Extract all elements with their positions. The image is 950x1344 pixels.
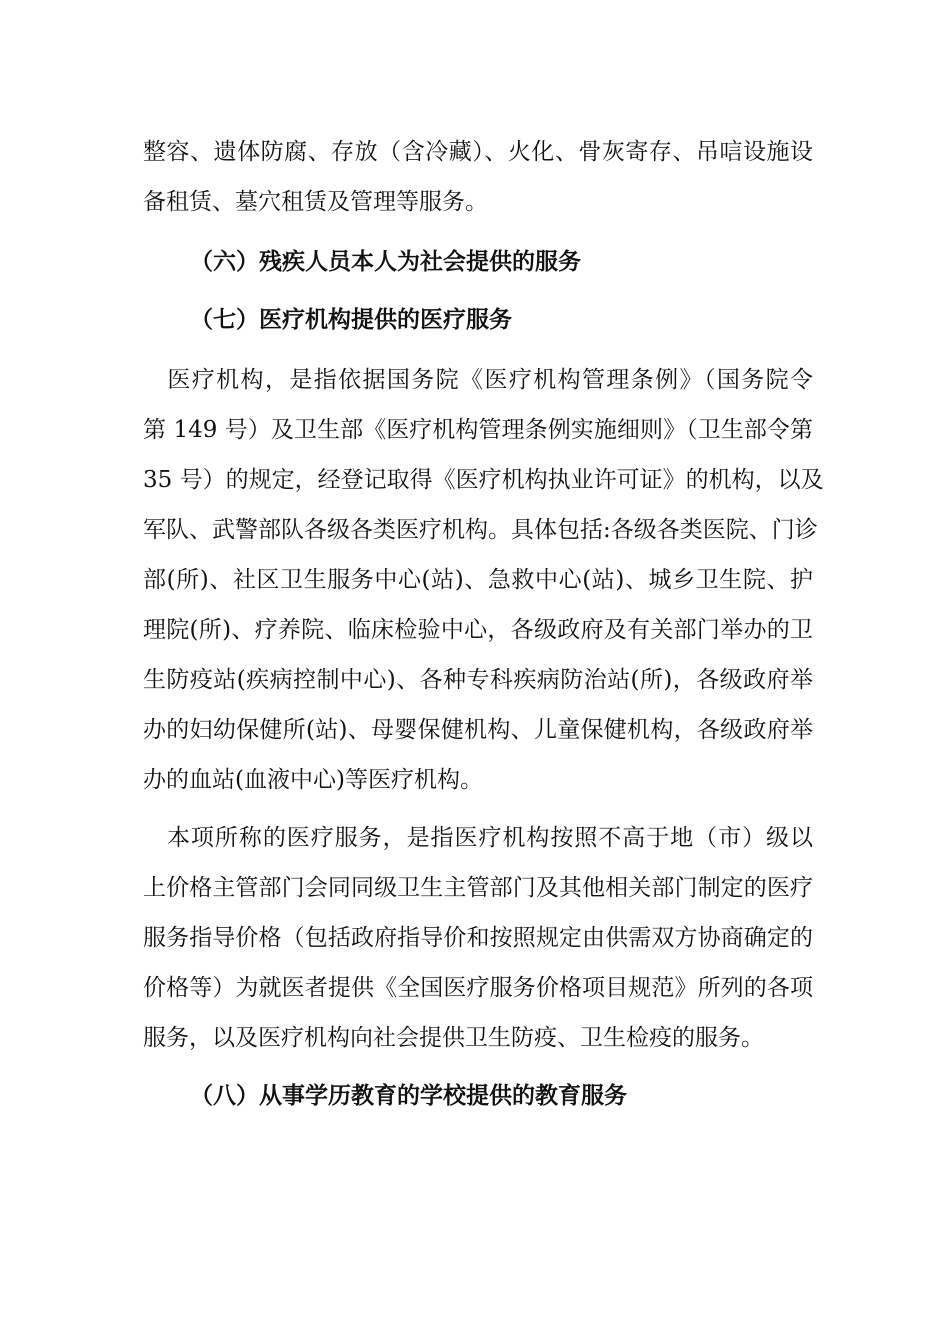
section-heading-7: （七）医疗机构提供的医疗服务 [190, 307, 512, 333]
paragraph-line: 价格等）为就医者提供《全国医疗服务价格项目规范》所列的各项 [143, 975, 813, 1001]
paragraph-line: 整容、遗体防腐、存放（含冷藏）、火化、骨灰寄存、吊唁设施设 [143, 139, 813, 165]
paragraph-line: 医疗机构，是指依据国务院《医疗机构管理条例》（国务院令 [143, 367, 813, 393]
paragraph-line: 部(所)、社区卫生服务中心(站)、急救中心(站)、城乡卫生院、护 [143, 567, 813, 593]
paragraph-line: 办的妇幼保健所(站)、母婴保健机构、儿童保健机构，各级政府举 [143, 717, 813, 743]
paragraph-line: 第 149 号）及卫生部《医疗机构管理条例实施细则》（卫生部令第 [143, 417, 813, 443]
paragraph-line: 本项所称的医疗服务，是指医疗机构按照不高于地（市）级以 [143, 825, 813, 851]
section-heading-8: （八）从事学历教育的学校提供的教育服务 [190, 1083, 627, 1109]
paragraph-line: 办的血站(血液中心)等医疗机构。 [143, 767, 483, 793]
paragraph-line: 生防疫站(疾病控制中心)、各种专科疾病防治站(所)，各级政府举 [143, 667, 813, 693]
paragraph-line: 服务，以及医疗机构向社会提供卫生防疫、卫生检疫的服务。 [143, 1025, 764, 1051]
paragraph-line: 服务指导价格（包括政府指导价和按照规定由供需双方协商确定的 [143, 925, 813, 951]
paragraph-line: 35 号）的规定，经登记取得《医疗机构执业许可证》的机构，以及 [143, 467, 824, 493]
paragraph-line: 理院(所)、疗养院、临床检验中心，各级政府及有关部门举办的卫 [143, 617, 813, 643]
paragraph-line: 备租赁、墓穴租赁及管理等服务。 [143, 189, 488, 215]
paragraph-line: 上价格主管部门会同同级卫生主管部门及其他相关部门制定的医疗 [143, 875, 813, 901]
section-heading-6: （六）残疾人员本人为社会提供的服务 [190, 249, 581, 275]
paragraph-line: 军队、武警部队各级各类医疗机构。具体包括:各级各类医院、门诊 [143, 517, 818, 543]
